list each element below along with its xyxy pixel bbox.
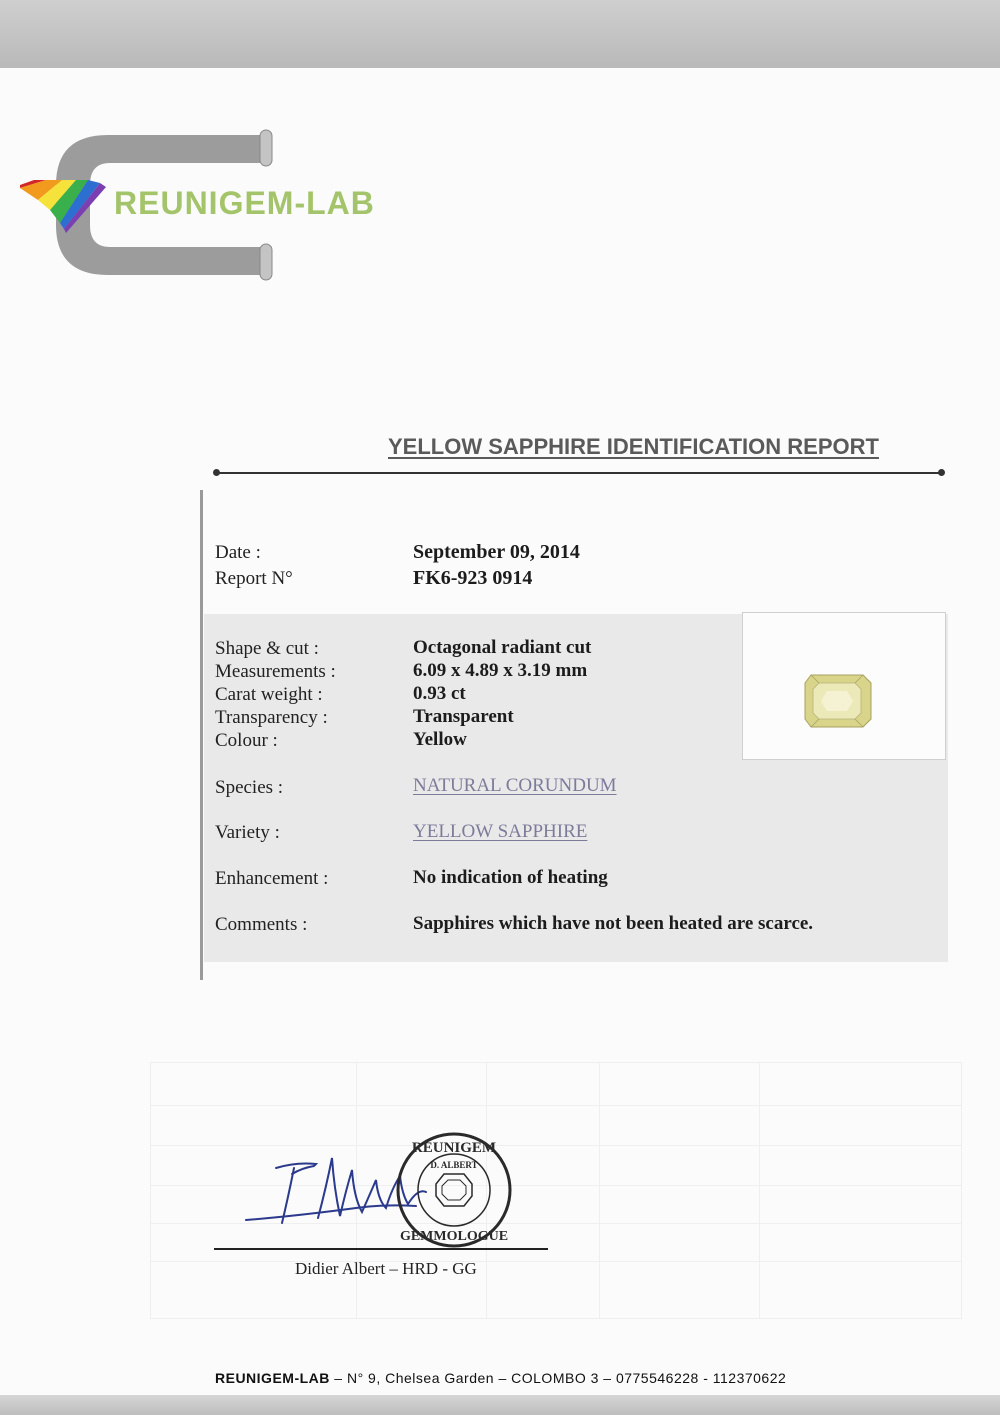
footer-address-text: – N° 9, Chelsea Garden – COLOMBO 3 – 0775546228 - 112370622 <box>334 1370 787 1386</box>
scan-top-band <box>0 0 1000 68</box>
colour-value: Yellow <box>413 729 467 750</box>
transparency-value: Transparent <box>413 706 514 727</box>
colour-label: Colour : <box>215 730 278 751</box>
carat-weight-label: Carat weight : <box>215 684 323 705</box>
footer-address <box>215 1370 786 1386</box>
comments-label: Comments : <box>215 914 308 935</box>
logo-text: REUNIGEM-LAB <box>114 185 375 221</box>
svg-text:REUNIGEM: REUNIGEM <box>411 1140 497 1156</box>
left-margin-rule <box>200 490 203 980</box>
title-divider <box>216 472 942 474</box>
report-number-value: FK6-923 0914 <box>413 567 533 589</box>
seal-stamp-icon <box>398 1134 510 1246</box>
shape-cut-value: Octagonal radiant cut <box>413 637 592 658</box>
report-title: YELLOW SAPPHIRE IDENTIFICATION REPORT <box>388 434 879 459</box>
measurements-value: 6.09 x 4.89 x 3.19 mm <box>413 660 588 681</box>
report-number-label: Report N° <box>215 568 293 589</box>
comments-value: Sapphires which have not been heated are scarce. <box>413 913 814 934</box>
gem-rainbow-icon <box>20 180 106 233</box>
date-label: Date : <box>215 542 261 563</box>
enhancement-label: Enhancement : <box>215 868 329 889</box>
signature-line <box>214 1248 548 1250</box>
svg-text:D. ALBERT: D. ALBERT <box>430 1160 478 1170</box>
logo <box>18 125 438 285</box>
measurements-label: Measurements : <box>215 661 336 682</box>
signature-and-stamp <box>236 1128 526 1250</box>
species-label: Species : <box>215 777 284 798</box>
enhancement-value: No indication of heating <box>413 867 608 888</box>
shape-cut-label: Shape & cut : <box>215 638 319 659</box>
variety-value: YELLOW SAPPHIRE <box>413 821 588 842</box>
scan-bottom-band <box>0 1395 1000 1415</box>
signatory-name: Didier Albert – HRD - GG <box>295 1259 477 1278</box>
species-value: NATURAL CORUNDUM <box>413 775 617 796</box>
carat-weight-value: 0.93 ct <box>413 683 466 704</box>
gem-photo <box>742 612 946 760</box>
svg-text:GEMMOLOGUE: GEMMOLOGUE <box>399 1229 509 1244</box>
transparency-label: Transparency : <box>215 707 328 728</box>
date-value: September 09, 2014 <box>413 541 580 563</box>
gemstone-icon <box>803 673 873 729</box>
variety-label: Variety : <box>215 822 280 843</box>
footer-brand: REUNIGEM-LAB <box>215 1370 330 1386</box>
